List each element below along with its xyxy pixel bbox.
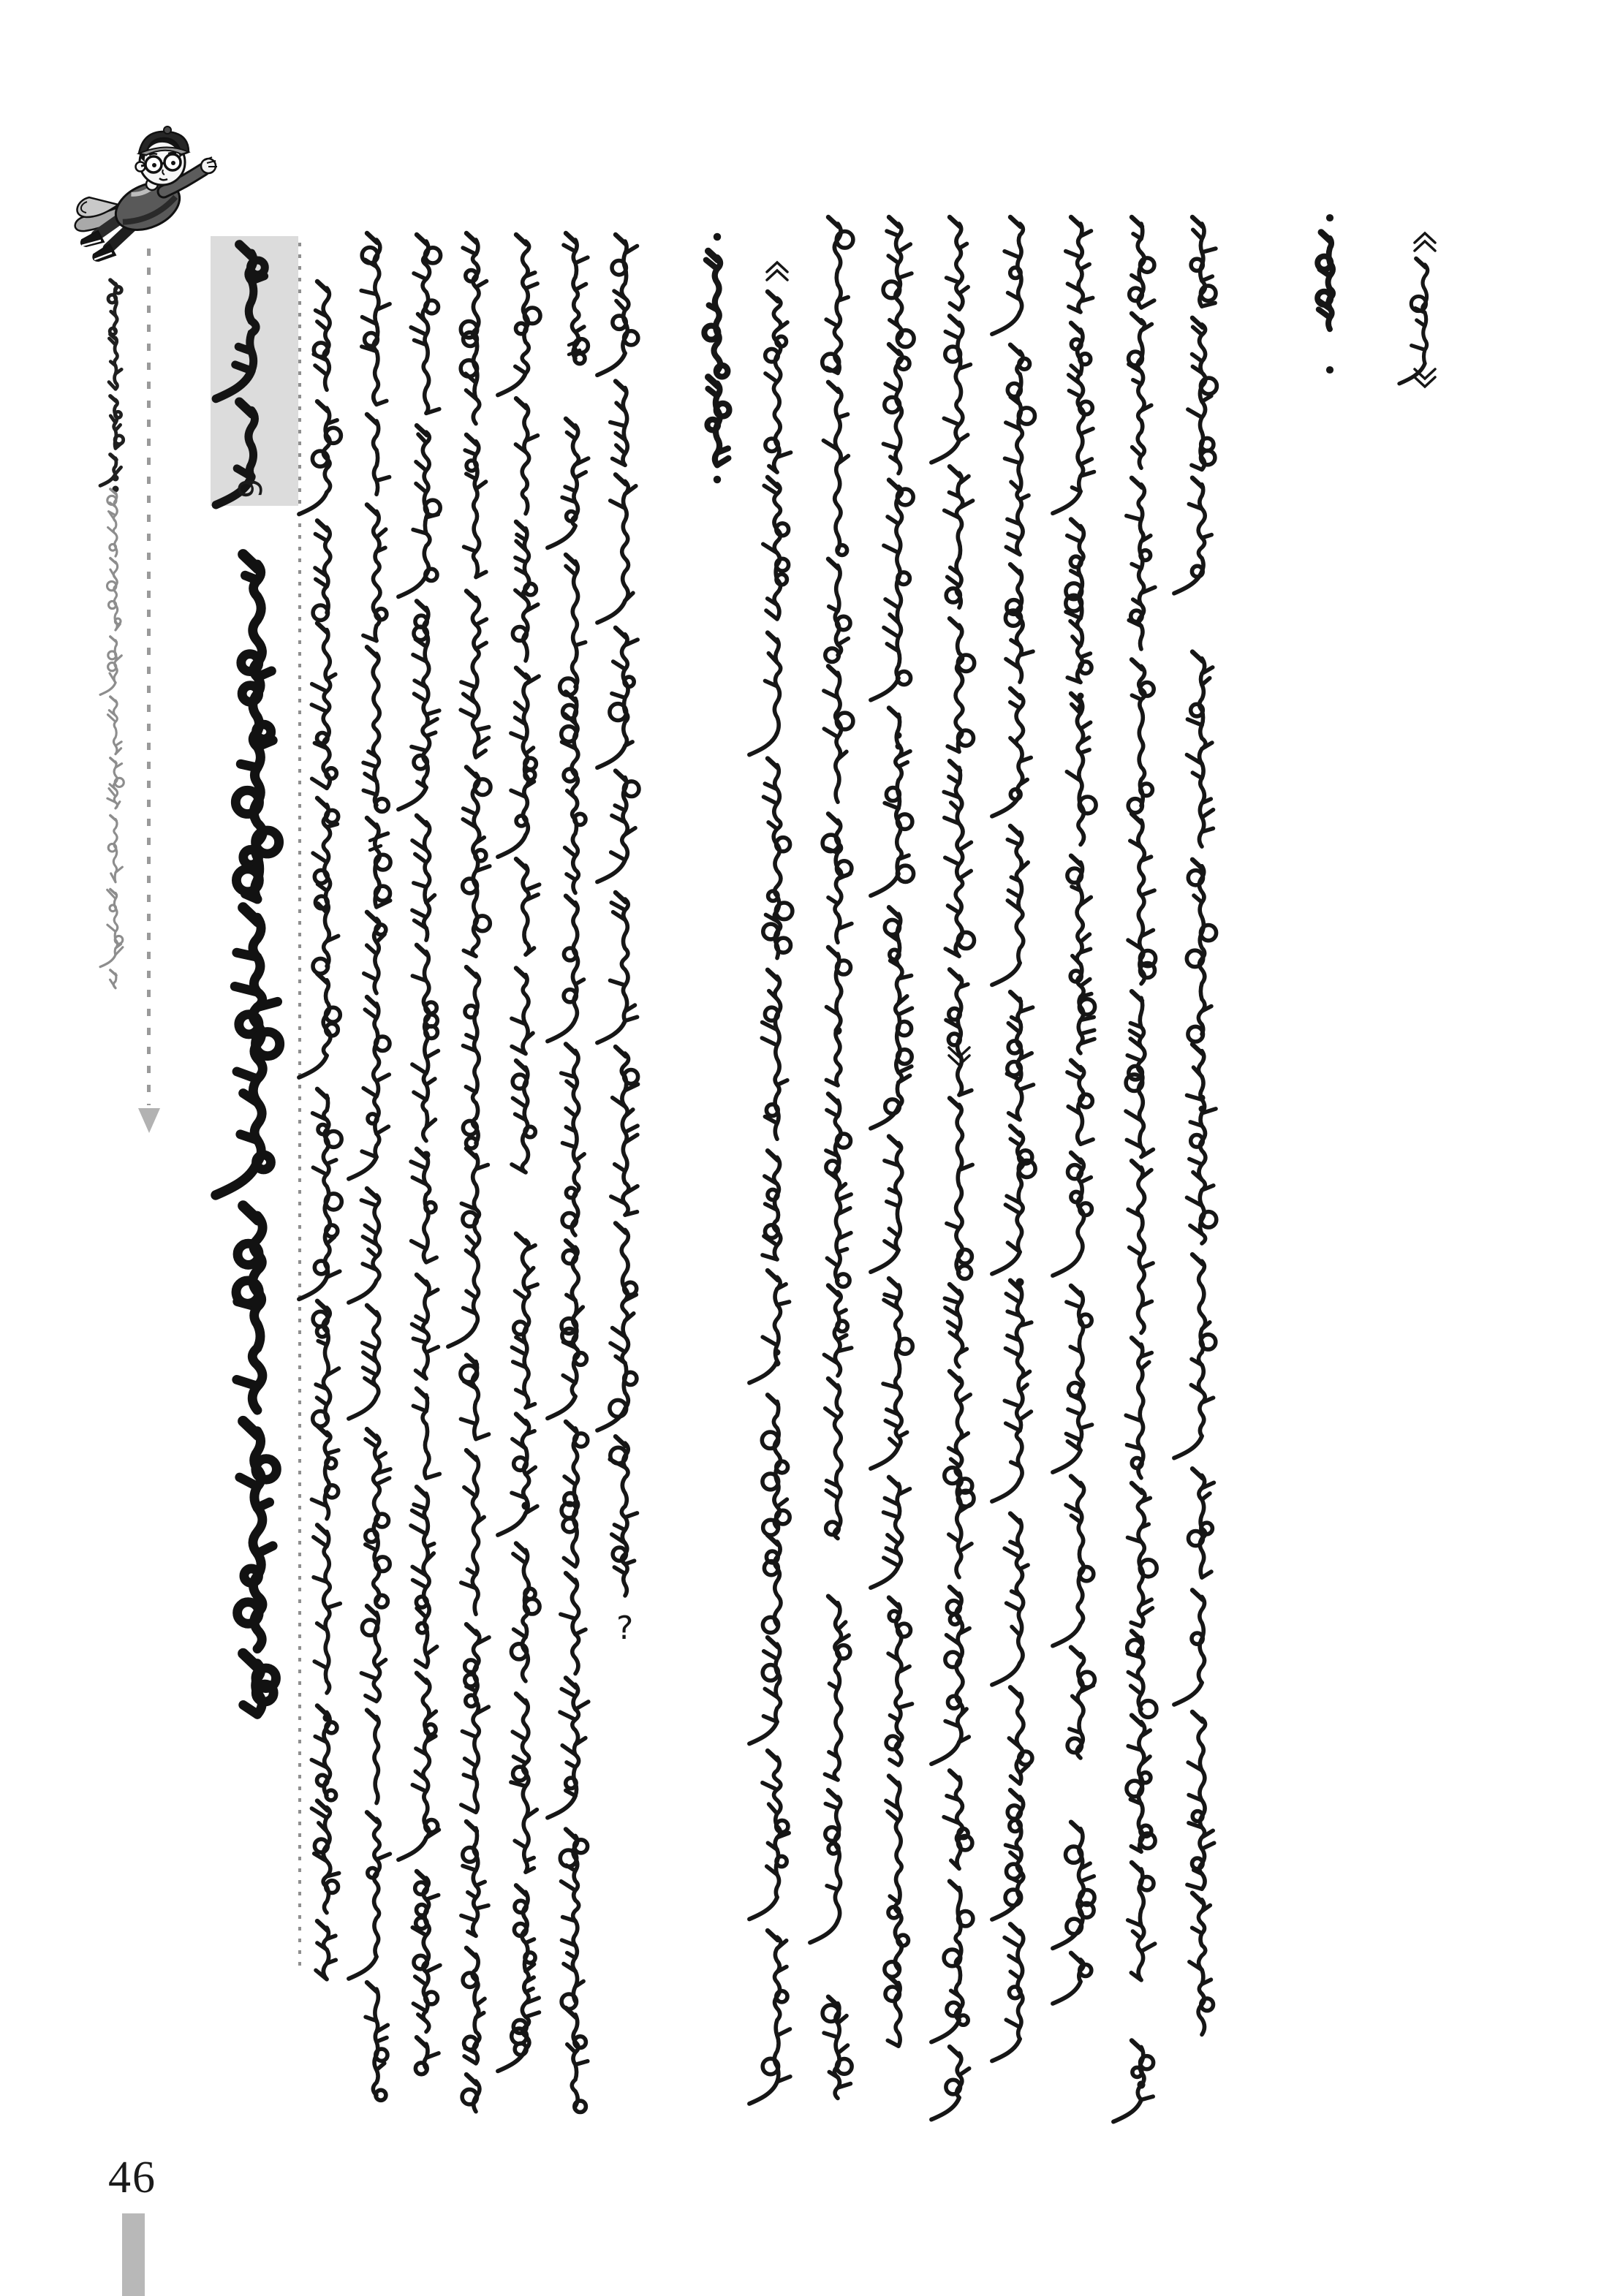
margin-note-black <box>100 280 124 492</box>
body-col-L1 <box>299 281 341 1979</box>
body-col-L5 <box>498 235 540 2071</box>
body-col-L7 <box>597 235 639 1647</box>
body-col-L6 <box>548 233 589 2113</box>
lesson-number: 6 <box>230 478 268 499</box>
head <box>136 126 189 185</box>
arrow-down-icon <box>138 1108 160 1133</box>
body-col-R2 <box>810 217 853 2099</box>
body-col-R6 <box>1053 217 1096 2004</box>
body-col-R3 <box>871 217 914 2046</box>
lesson-title <box>216 555 280 1715</box>
dotted-rule <box>298 243 301 1966</box>
page-number: 46 <box>108 2153 156 2202</box>
source-author-line <box>1317 214 1333 374</box>
body-col-R7 <box>1113 217 1157 2122</box>
body-col-R1 <box>749 262 792 2104</box>
svg-text:?: ? <box>616 1610 634 1647</box>
source-book-line <box>1399 233 1435 387</box>
body-col-L4 <box>448 233 491 2112</box>
body-col-L3 <box>398 235 441 2075</box>
body-col-L2 <box>349 233 390 2100</box>
dashed-guide-line <box>147 249 151 1105</box>
lesson-number-box <box>211 236 298 506</box>
body-col-R5 <box>992 217 1035 2061</box>
margin-note-gray <box>100 489 124 988</box>
page-edge-bleed-bar <box>122 2213 145 2296</box>
flying-boy-mascot <box>67 124 227 274</box>
body-col-R4 <box>931 217 975 2120</box>
section-heading-mid <box>704 233 729 483</box>
body-col-R8 <box>1174 217 1217 2034</box>
ear <box>136 162 145 172</box>
